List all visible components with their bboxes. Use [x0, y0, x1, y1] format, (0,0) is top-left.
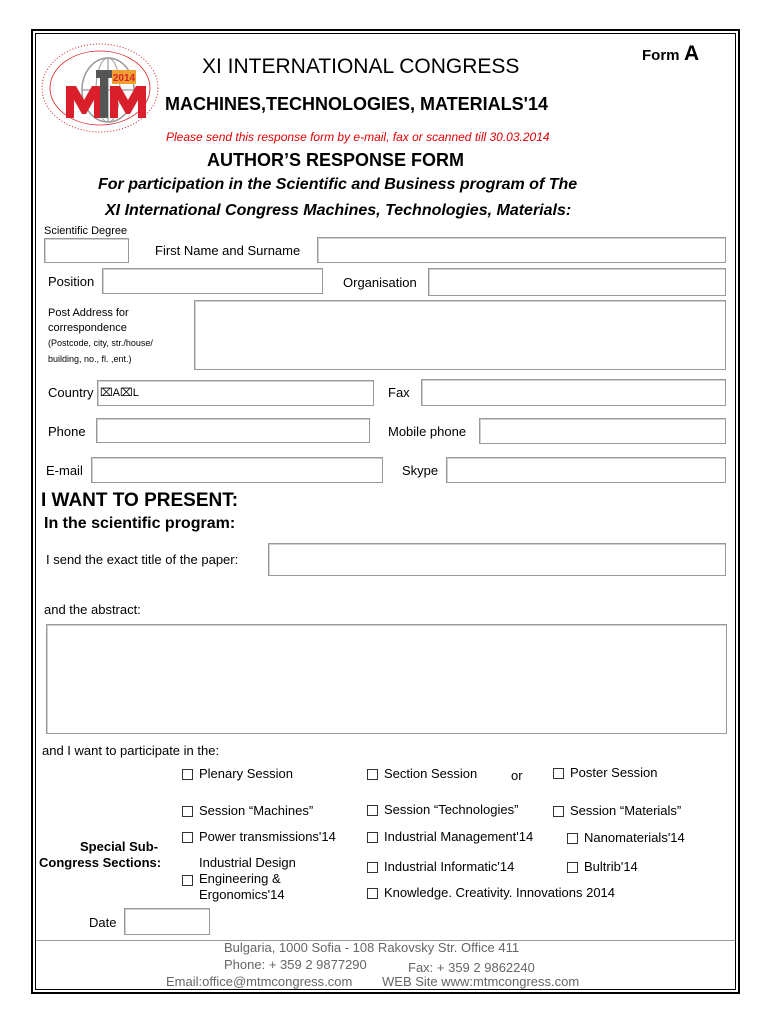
- industrial-design-label-1: Industrial Design: [199, 855, 296, 870]
- country-input[interactable]: [97, 380, 374, 406]
- email-label: E-mail: [46, 463, 83, 478]
- or-label: or: [511, 768, 523, 783]
- post-address-label-1: Post Address for: [48, 307, 129, 319]
- footer-web: WEB Site www:mtmcongress.com: [382, 974, 580, 989]
- organisation-input[interactable]: [428, 268, 726, 296]
- form-subtitle-1: For participation in the Scientific and Business program of The: [98, 176, 578, 193]
- paper-title-input[interactable]: [268, 543, 726, 576]
- session-technologies-label: Session “Technologies”: [384, 802, 519, 817]
- industrial-management-checkbox[interactable]: [367, 832, 378, 843]
- industrial-management-label: Industrial Management'14: [384, 829, 534, 844]
- abstract-label: and the abstract:: [44, 602, 141, 617]
- post-address-label-4: building, no., fl. ,ent.): [48, 354, 132, 364]
- poster-session-label: Poster Session: [570, 765, 658, 780]
- footer-phone: Phone: + 359 2 9877290: [224, 957, 367, 972]
- deadline-notice: Please send this response form by e-mail, fax or scanned till 30.03.2014: [166, 130, 550, 144]
- sub-congress-label-2: Congress Sections:: [39, 855, 162, 870]
- skype-label: Skype: [402, 463, 439, 478]
- industrial-informatic-checkbox[interactable]: [367, 862, 378, 873]
- session-materials-checkbox[interactable]: [553, 806, 564, 817]
- mobile-phone-label: Mobile phone: [388, 424, 467, 439]
- footer-fax: Fax: + 359 2 9862240: [408, 960, 535, 975]
- power-transmissions-checkbox[interactable]: [182, 832, 193, 843]
- country-label: Country: [48, 385, 94, 400]
- mobile-phone-input[interactable]: [479, 418, 726, 444]
- post-address-label-3: (Postcode, city, str./house/: [48, 338, 153, 348]
- form-title: AUTHOR’S RESPONSE FORM: [207, 150, 465, 170]
- first-name-input[interactable]: [317, 237, 726, 263]
- sub-congress-label-1: Special Sub-: [80, 839, 159, 854]
- phone-input[interactable]: [96, 418, 370, 443]
- post-address-label-2: correspondence: [48, 322, 127, 334]
- bultrib-label: Bultrib'14: [584, 859, 638, 874]
- present-heading: I WANT TO PRESENT:: [41, 490, 239, 511]
- form-label: Form A: [642, 42, 700, 65]
- position-label: Position: [48, 274, 95, 289]
- email-input[interactable]: [91, 457, 383, 483]
- abstract-textarea[interactable]: [46, 624, 727, 734]
- nanomaterials-checkbox[interactable]: [567, 833, 578, 844]
- session-machines-label: Session “Machines”: [199, 803, 314, 818]
- position-input[interactable]: [102, 268, 323, 294]
- date-label: Date: [89, 915, 117, 930]
- phone-label: Phone: [48, 424, 86, 439]
- form-subtitle-2: XI International Congress Machines, Technologies, Materials:: [105, 202, 572, 219]
- footer-email: Email:office@mtmcongress.com: [166, 974, 353, 989]
- power-transmissions-label: Power transmissions'14: [199, 829, 336, 844]
- congress-title: XI INTERNATIONAL CONGRESS: [202, 55, 520, 78]
- plenary-session-label: Plenary Session: [199, 766, 293, 781]
- first-name-label: First Name and Surname: [155, 243, 301, 258]
- industrial-design-checkbox[interactable]: [182, 875, 193, 886]
- industrial-design-label-2: Engineering &: [199, 871, 281, 886]
- session-technologies-checkbox[interactable]: [367, 805, 378, 816]
- logo-year: 2014: [112, 73, 136, 84]
- knowledge-creativity-label: Knowledge. Creativity. Innovations 2014: [384, 885, 616, 900]
- scientific-degree-input[interactable]: [44, 238, 129, 263]
- section-session-checkbox[interactable]: [367, 769, 378, 780]
- poster-session-checkbox[interactable]: [553, 768, 564, 779]
- session-materials-label: Session “Materials”: [570, 803, 682, 818]
- organisation-label: Organisation: [343, 275, 417, 290]
- nanomaterials-label: Nanomaterials'14: [584, 830, 685, 845]
- mtm-logo: [38, 40, 162, 140]
- footer-address: Bulgaria, 1000 Sofia - 108 Rakovsky Str. Office 411: [224, 940, 520, 955]
- scientific-degree-label: Scientific Degree: [44, 225, 128, 237]
- industrial-design-label-3: Ergonomics'14: [199, 887, 285, 902]
- fax-input[interactable]: [421, 379, 726, 406]
- industrial-informatic-label: Industrial Informatic'14: [384, 859, 515, 874]
- section-session-label: Section Session: [384, 766, 478, 781]
- country-value: ⌧A⌧L: [100, 387, 139, 399]
- knowledge-creativity-checkbox[interactable]: [367, 888, 378, 899]
- post-address-input[interactable]: [194, 300, 726, 370]
- date-input[interactable]: [124, 908, 210, 935]
- skype-input[interactable]: [446, 457, 726, 483]
- fax-label: Fax: [388, 385, 410, 400]
- plenary-session-checkbox[interactable]: [182, 769, 193, 780]
- session-machines-checkbox[interactable]: [182, 806, 193, 817]
- paper-title-label: I send the exact title of the paper:: [46, 552, 239, 567]
- participate-label: and I want to participate in the:: [42, 743, 220, 758]
- bultrib-checkbox[interactable]: [567, 862, 578, 873]
- congress-subtitle: MACHINES,TECHNOLOGIES, MATERIALS'14: [165, 94, 548, 114]
- present-subheading: In the scientific program:: [44, 515, 236, 532]
